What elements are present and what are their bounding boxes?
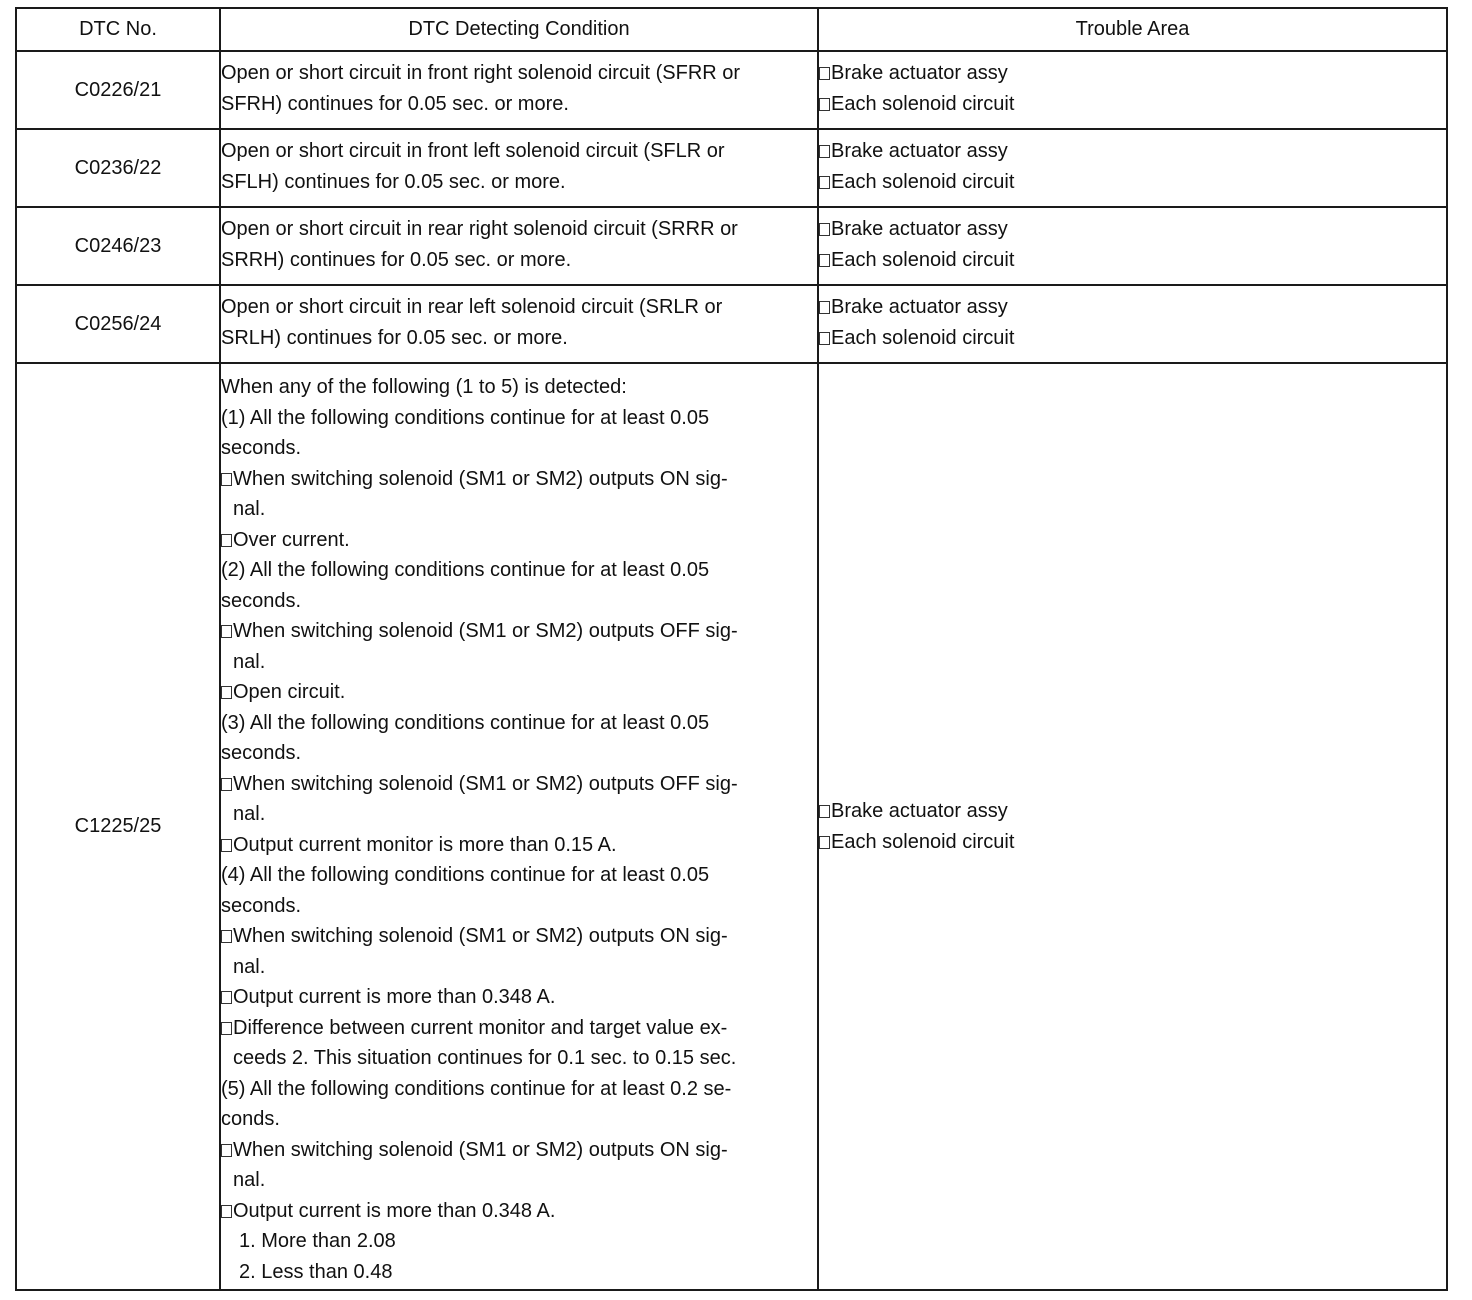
trouble-area-item	[819, 58, 1446, 89]
condition-bullet	[221, 1196, 817, 1227]
trouble-area	[818, 363, 1447, 1290]
checkbox-bullet-icon	[221, 1205, 232, 1218]
condition-line: (2) All the following conditions continue for at least 0.05	[221, 559, 710, 581]
checkbox-bullet-icon	[819, 332, 830, 345]
condition-bullet	[221, 525, 817, 556]
condition-line: SRRH) continues for 0.05 sec. or more.	[221, 248, 572, 271]
header-detecting-condition: DTC Detecting Condition	[220, 8, 818, 51]
trouble-area-item-text: Brake actuator assy	[831, 800, 1008, 822]
condition-line: SFLH) continues for 0.05 sec. or more.	[221, 170, 566, 193]
condition-line: Open or short circuit in rear left solenoid circuit (SRLR or	[221, 296, 723, 318]
checkbox-bullet-icon	[819, 145, 830, 158]
trouble-area-item	[819, 214, 1446, 245]
trouble-area-item	[819, 827, 1446, 858]
trouble-area-item-text: Brake actuator assy	[831, 296, 1008, 318]
trouble-area-item-text: Each solenoid circuit	[831, 248, 1015, 271]
condition-bullet-text: When switching solenoid (SM1 or SM2) outputs ON sig-	[233, 925, 728, 947]
trouble-area-item	[819, 167, 1446, 198]
condition-bullet-text: Open circuit.	[233, 681, 346, 703]
condition-bullet	[221, 830, 817, 861]
condition-line: nal.	[233, 498, 266, 520]
trouble-area-item-text: Brake actuator assy	[831, 140, 1008, 162]
condition-line: nal.	[233, 1169, 266, 1191]
condition-bullet	[221, 769, 817, 800]
detecting-condition	[220, 363, 818, 1290]
condition-bullet-text: Over current.	[233, 528, 350, 551]
condition-bullet-text: When switching solenoid (SM1 or SM2) outputs ON sig-	[233, 467, 728, 490]
condition-line: Open or short circuit in front left solenoid circuit (SFLR or	[221, 140, 725, 162]
checkbox-bullet-icon	[221, 534, 232, 547]
condition-line: (4) All the following conditions continue for at least 0.05	[221, 864, 710, 886]
dtc-code: C0256/24	[16, 285, 220, 363]
condition-line: seconds.	[221, 742, 302, 764]
header-trouble-area: Trouble Area	[818, 8, 1447, 51]
trouble-area	[818, 207, 1447, 285]
condition-line: When any of the following (1 to 5) is detected:	[221, 376, 627, 398]
checkbox-bullet-icon	[221, 686, 232, 699]
table-row	[16, 51, 1447, 129]
dtc-code: C0246/23	[16, 207, 220, 285]
detecting-condition	[220, 51, 818, 129]
checkbox-bullet-icon	[819, 176, 830, 189]
condition-line: nal.	[233, 955, 266, 978]
condition-bullet-text: When switching solenoid (SM1 or SM2) outputs ON sig-	[233, 1138, 728, 1161]
condition-line: ceeds 2. This situation continues for 0.1 sec. to 0.15 sec.	[233, 1047, 737, 1069]
condition-line: seconds.	[221, 589, 302, 612]
condition-numbered-item: 2. Less than 0.48	[239, 1260, 393, 1283]
condition-bullet	[221, 982, 817, 1013]
checkbox-bullet-icon	[221, 930, 232, 943]
trouble-area-item	[819, 136, 1446, 167]
table-row	[16, 207, 1447, 285]
condition-line: nal.	[233, 650, 266, 673]
condition-bullet	[221, 921, 817, 952]
condition-bullet	[221, 464, 817, 495]
condition-bullet	[221, 677, 817, 708]
trouble-area-item	[819, 245, 1446, 276]
checkbox-bullet-icon	[221, 1022, 232, 1035]
detecting-condition	[220, 129, 818, 207]
condition-line: SFRH) continues for 0.05 sec. or more.	[221, 92, 569, 115]
table-row	[16, 285, 1447, 363]
condition-line: (5) All the following conditions continue for at least 0.2 se-	[221, 1077, 732, 1100]
checkbox-bullet-icon	[819, 805, 830, 818]
detecting-condition	[220, 207, 818, 285]
trouble-area-item-text: Each solenoid circuit	[831, 326, 1015, 349]
condition-line: seconds.	[221, 437, 302, 459]
trouble-area-item-text: Each solenoid circuit	[831, 830, 1015, 853]
condition-bullet-text: Difference between current monitor and target value ex-	[233, 1016, 728, 1039]
condition-bullet	[221, 1135, 817, 1166]
dtc-code: C1225/25	[16, 363, 220, 1290]
condition-line: Open or short circuit in front right solenoid circuit (SFRR or	[221, 62, 741, 84]
condition-bullet	[221, 1013, 817, 1044]
trouble-area	[818, 129, 1447, 207]
trouble-area	[818, 51, 1447, 129]
table-row	[16, 129, 1447, 207]
condition-line: Open or short circuit in rear right solenoid circuit (SRRR or	[221, 218, 738, 240]
header-dtc-no: DTC No.	[16, 8, 220, 51]
condition-line: (3) All the following conditions continue for at least 0.05	[221, 711, 710, 734]
checkbox-bullet-icon	[221, 839, 232, 852]
trouble-area-item	[819, 323, 1446, 354]
trouble-area-item-text: Brake actuator assy	[831, 62, 1008, 84]
table-row	[16, 363, 1447, 1290]
trouble-area	[818, 285, 1447, 363]
checkbox-bullet-icon	[819, 836, 830, 849]
checkbox-bullet-icon	[221, 625, 232, 638]
condition-bullet-text: When switching solenoid (SM1 or SM2) outputs OFF sig-	[233, 620, 738, 642]
checkbox-bullet-icon	[819, 67, 830, 80]
trouble-area-item-text: Each solenoid circuit	[831, 92, 1015, 115]
condition-line: (1) All the following conditions continue for at least 0.05	[221, 406, 710, 429]
trouble-area-item	[819, 89, 1446, 120]
condition-line: SRLH) continues for 0.05 sec. or more.	[221, 326, 568, 349]
condition-line: seconds.	[221, 894, 302, 917]
checkbox-bullet-icon	[221, 778, 232, 791]
checkbox-bullet-icon	[221, 473, 232, 486]
condition-bullet-text: Output current is more than 0.348 A.	[233, 986, 556, 1008]
dtc-code: C0226/21	[16, 51, 220, 129]
condition-line: nal.	[233, 803, 266, 825]
checkbox-bullet-icon	[819, 223, 830, 236]
condition-bullet-text: When switching solenoid (SM1 or SM2) outputs OFF sig-	[233, 772, 738, 795]
checkbox-bullet-icon	[819, 301, 830, 314]
trouble-area-item-text: Each solenoid circuit	[831, 170, 1015, 193]
checkbox-bullet-icon	[221, 1144, 232, 1157]
condition-numbered-item: 1. More than 2.08	[239, 1230, 396, 1252]
trouble-area-item	[819, 796, 1446, 827]
dtc-table	[15, 7, 1448, 1291]
detecting-condition	[220, 285, 818, 363]
checkbox-bullet-icon	[221, 991, 232, 1004]
header-row	[16, 8, 1447, 51]
condition-bullet-text: Output current monitor is more than 0.15 A.	[233, 833, 617, 856]
trouble-area-item	[819, 292, 1446, 323]
condition-line: conds.	[221, 1108, 280, 1130]
trouble-area-item-text: Brake actuator assy	[831, 218, 1008, 240]
dtc-code: C0236/22	[16, 129, 220, 207]
condition-bullet-text: Output current is more than 0.348 A.	[233, 1199, 556, 1222]
checkbox-bullet-icon	[819, 254, 830, 267]
condition-bullet	[221, 616, 817, 647]
checkbox-bullet-icon	[819, 98, 830, 111]
